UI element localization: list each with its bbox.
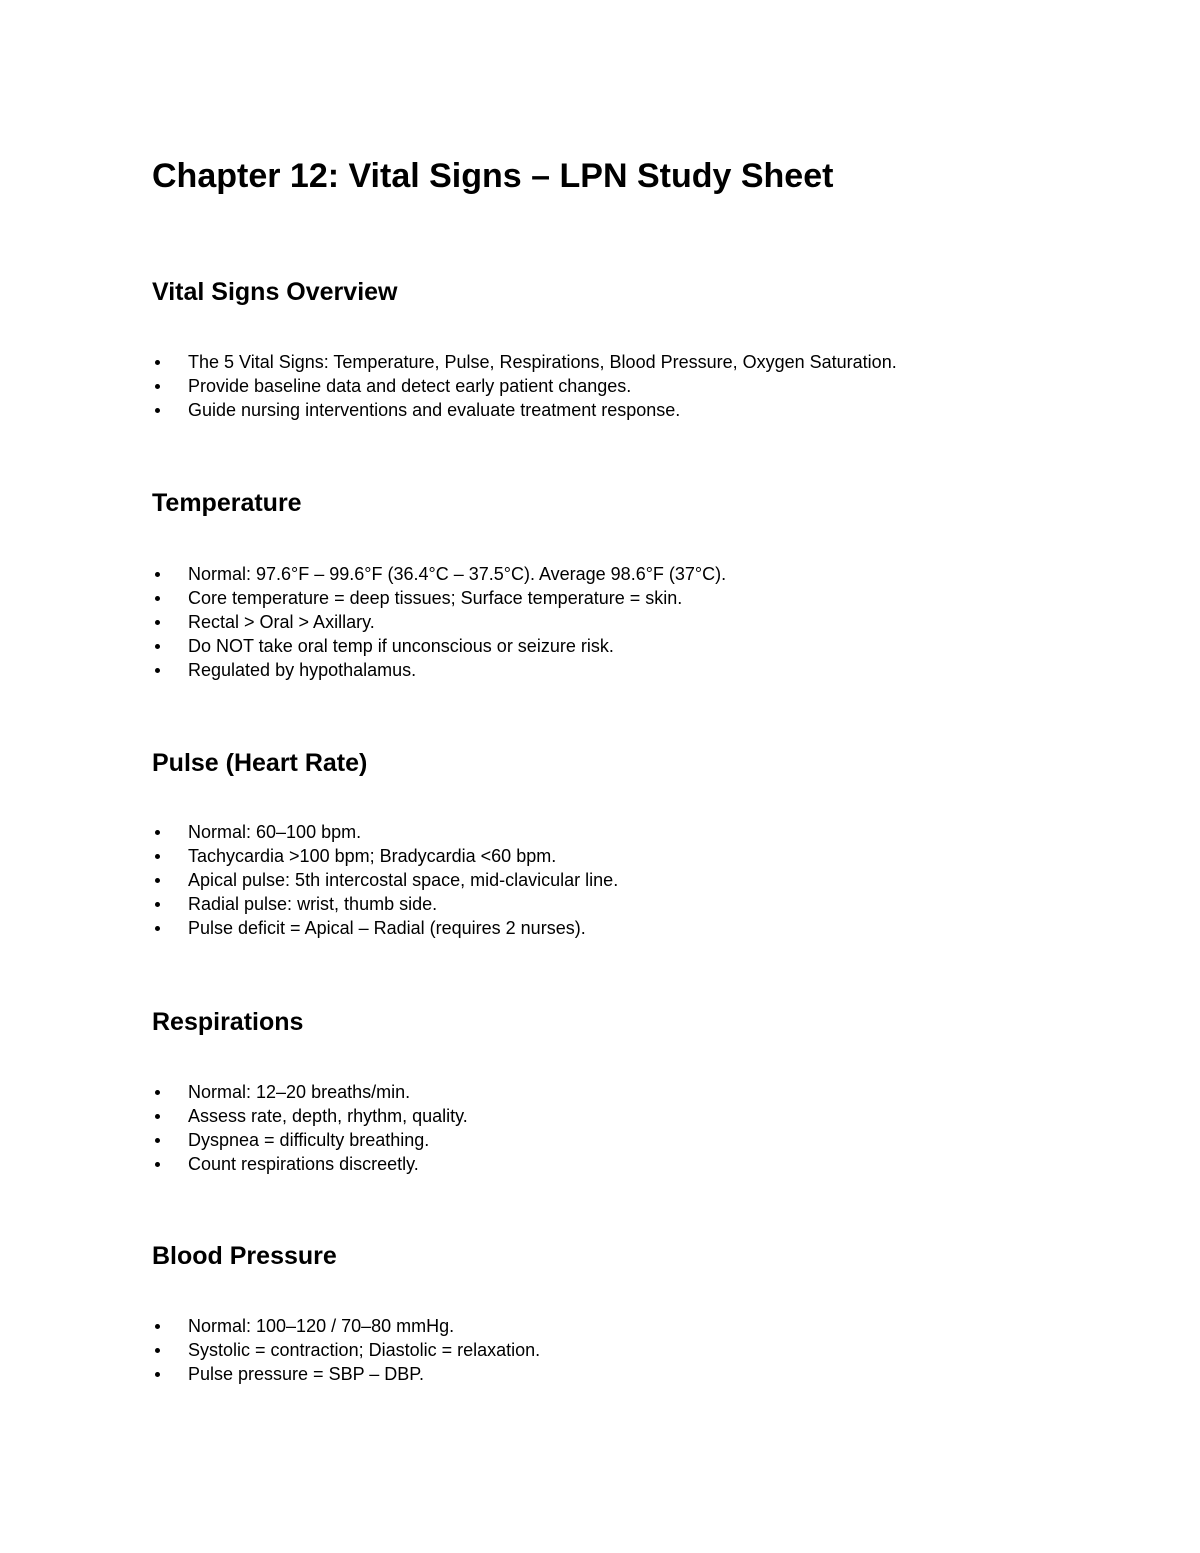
bullet-icon bbox=[155, 668, 160, 673]
bullet-icon bbox=[155, 854, 160, 859]
bullet-icon bbox=[155, 1324, 160, 1329]
bullet-icon bbox=[155, 1348, 160, 1353]
bullet-icon bbox=[155, 1372, 160, 1377]
bullet-icon bbox=[155, 360, 160, 365]
bullet-icon bbox=[155, 830, 160, 835]
section-heading-respirations: Respirations bbox=[152, 1008, 304, 1036]
bullet-icon bbox=[155, 408, 160, 413]
section-heading-vital-signs-overview: Vital Signs Overview bbox=[152, 278, 398, 306]
section-heading-pulse: Pulse (Heart Rate) bbox=[152, 749, 368, 777]
bullet-icon bbox=[155, 926, 160, 931]
section-heading-blood-pressure: Blood Pressure bbox=[152, 1242, 337, 1270]
bullet-icon bbox=[155, 572, 160, 577]
document-page: Chapter 12: Vital Signs – LPN Study Sheet Vital Signs Overview The 5 Vital Signs: Temperature, Pulse, Respirations, Blood Pressure, Oxygen Saturation. Provide baseline data and detect early patient changes. Guide nursing interventions and evaluate treatment response. Temperature Normal: 97.6°F – 99.6°F (36.4°C – 37.5°C). Average 98.6°F (37°C). Core temperature = deep tissues; Surface temperature = skin. Rectal > Oral > Axillary. Do NOT take oral temp if unconscious or seizure risk. Regulated by hypothalamus. Pulse (Heart Rate) Normal: 60–100 bpm. Tachycardia >100 bpm; Bradycardia <60 bpm. Apical pulse: 5th intercostal space, mid-clavicular line. Radial pulse: wrist, thumb side. Pulse deficit = Apical – Radial (requires 2 nurses). Respirations Normal: 12–20 breaths/min. Assess rate, depth, rhythm, quality. Dyspnea = difficulty breathing. Count respirations discreetly. Blood Pressure Normal: 100–120 / 70–80 mmHg. Systolic = contraction; Diastolic = relaxation. Pulse pressure = SBP – DBP. bbox=[0, 0, 1200, 1553]
bullet-icon bbox=[155, 620, 160, 625]
bullet-icon bbox=[155, 1138, 160, 1143]
bullet-icon bbox=[155, 902, 160, 907]
bullet-icon bbox=[155, 1114, 160, 1119]
bullet-icon bbox=[155, 878, 160, 883]
bullet-icon bbox=[155, 384, 160, 389]
document-title: Chapter 12: Vital Signs – LPN Study Sheet bbox=[152, 157, 834, 195]
bullet-icon bbox=[155, 1162, 160, 1167]
bullet-icon bbox=[155, 1090, 160, 1095]
section-heading-temperature: Temperature bbox=[152, 489, 302, 517]
bullet-icon bbox=[155, 596, 160, 601]
bullet-icon bbox=[155, 644, 160, 649]
